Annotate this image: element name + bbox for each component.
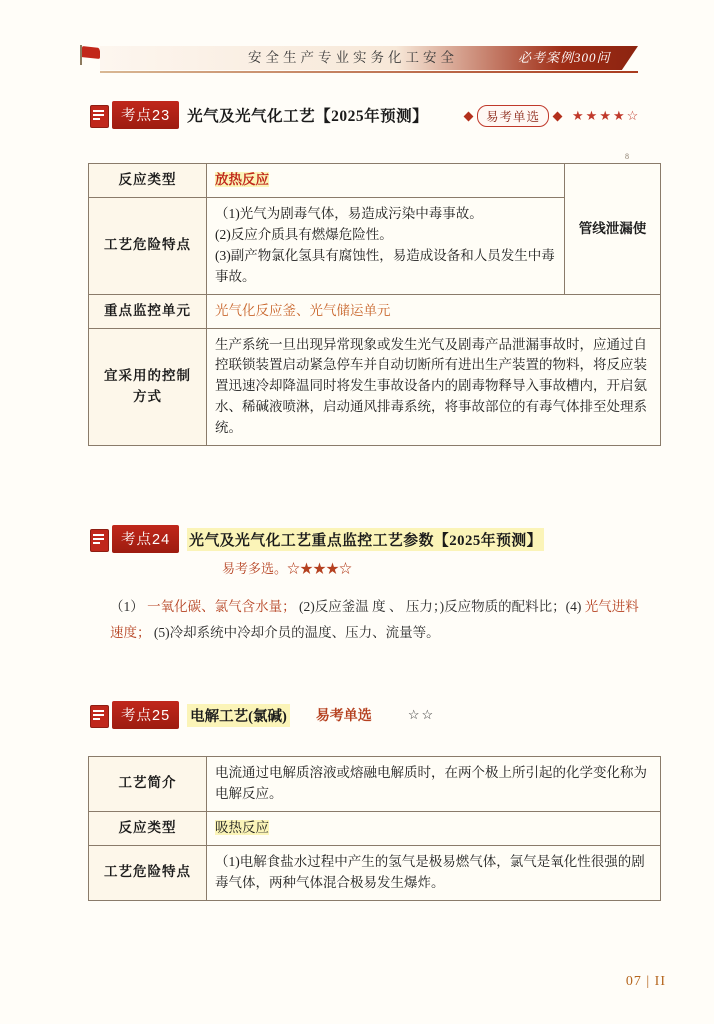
section-title-24: 光气及光气化工艺重点监控工艺参数【2025年预测】 bbox=[187, 528, 544, 551]
row-label: 重点监控单元 bbox=[89, 294, 207, 328]
header-divider bbox=[100, 71, 638, 73]
list-item: (3)副产物氯化氢具有腐蚀性，易造成设备和人员发生中毒事故。 bbox=[215, 247, 555, 284]
diamond-icon bbox=[464, 111, 474, 121]
table-row bbox=[89, 164, 661, 198]
book-icon bbox=[88, 102, 110, 128]
row-label: 工艺危险特点 bbox=[89, 845, 207, 900]
table-row bbox=[89, 294, 661, 328]
section-tag-25: 考点25 bbox=[112, 701, 179, 729]
para-seg: (2)反应釜温 度 、 压力；)反应物质的配料比；(4) bbox=[299, 599, 582, 614]
diamond-icon bbox=[553, 111, 563, 121]
row-label: 反应类型 bbox=[89, 811, 207, 845]
exam-hint-23 bbox=[460, 105, 640, 127]
row-value bbox=[207, 294, 661, 328]
row-label: 反应类型 bbox=[89, 164, 207, 198]
header-badge: 必考案例300问 bbox=[518, 50, 611, 65]
row-value-text: 吸热反应 bbox=[215, 819, 269, 835]
para-seg-handwritten: 光气进料速度； bbox=[110, 599, 639, 642]
para-seg: （1） bbox=[110, 599, 144, 614]
list-item: （1)光气为剧毒气体，易造成污染中毒事故。 bbox=[215, 205, 483, 221]
table-section-23 bbox=[88, 163, 661, 446]
table-section-25 bbox=[88, 756, 661, 901]
table-row bbox=[89, 757, 661, 812]
table-row bbox=[89, 328, 661, 446]
row-label-text: 宜采用的控制方式 bbox=[104, 367, 191, 404]
list-item: (2)反应介质具有燃爆危险性。 bbox=[215, 226, 393, 242]
row-value bbox=[207, 328, 661, 446]
table-row bbox=[89, 811, 661, 845]
table-row bbox=[89, 845, 661, 900]
exam-chip-23: 易考单选 bbox=[477, 105, 549, 127]
section-heading-23 bbox=[88, 100, 428, 130]
header-title: 安全生产专业实务化工安全 bbox=[248, 50, 458, 65]
row-value bbox=[207, 197, 565, 294]
star-rating-23: ★★★★☆ bbox=[572, 108, 641, 123]
paragraph-section-24 bbox=[110, 594, 650, 647]
row-label: 工艺危险特点 bbox=[89, 197, 207, 294]
row-value-text: 放热反应 bbox=[215, 172, 269, 187]
side-note-cell bbox=[565, 164, 661, 295]
row-value bbox=[207, 164, 565, 198]
margin-marker-23: 8 bbox=[625, 152, 629, 161]
para-seg: (5)冷却系统中冷却介员的温度、压力、流量等。 bbox=[153, 625, 440, 641]
section-heading-25 bbox=[88, 700, 435, 730]
section-heading-24 bbox=[88, 524, 544, 554]
star-rating-25: ☆☆ bbox=[407, 707, 436, 722]
exam-hint-24 bbox=[222, 558, 352, 577]
row-value-text: 生产系统一旦出现异常现象或发生光气及剧毒产品泄漏事故时，应通过自控联锁装置启动紧急停车并自动切断所有进出生产装置的物料，将反应装置迅速冷却降温同时将发生事故设备内的剧毒物释导入事故槽内，开启氨水、稀碱液喷淋，启动通风排毒系统，将事故部位的有毒气体排至处理系统。 bbox=[215, 336, 647, 436]
section-title-23: 光气及光气化工艺【2025年预测】 bbox=[187, 108, 429, 125]
row-value: 电流通过电解质溶液或熔融电解质时，在两个极上所引起的化学变化称为电解反应。 bbox=[207, 757, 661, 812]
flag-icon bbox=[78, 44, 104, 66]
para-seg-handwritten: 一氧化碳、氯气含水量； bbox=[147, 599, 296, 615]
page-header bbox=[78, 40, 638, 76]
row-value bbox=[207, 811, 661, 845]
book-icon bbox=[88, 526, 110, 552]
section-title-25: 电解工艺(氯碱) bbox=[187, 704, 290, 727]
row-value: （1)电解食盐水过程中产生的氢气是极易燃气体，氯气是氧化性很强的剧毒气体，两种气体混合极易发生爆炸。 bbox=[207, 845, 661, 900]
row-value-text: 光气化反应釜、光气储运单元 bbox=[215, 302, 391, 318]
section-tag-24: 考点24 bbox=[112, 525, 179, 553]
row-label bbox=[89, 328, 207, 446]
section-tag-23: 考点23 bbox=[112, 101, 179, 129]
exam-chip-25: 易考单选 bbox=[315, 708, 372, 724]
book-icon bbox=[88, 702, 110, 728]
exam-note-24: 易考多选。☆★★★☆ bbox=[222, 562, 353, 577]
side-note-text: 管线泄漏使 bbox=[578, 220, 647, 236]
page-number: 07 | II bbox=[625, 974, 666, 989]
row-label: 工艺简介 bbox=[89, 757, 207, 812]
